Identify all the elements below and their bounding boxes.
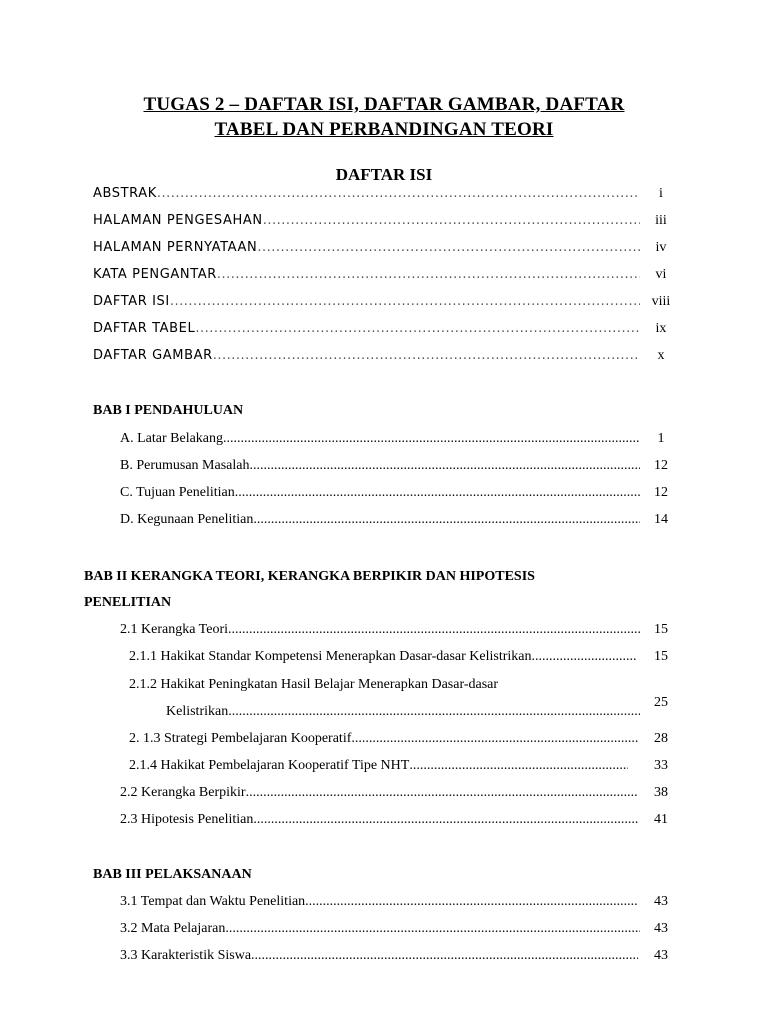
toc-page-number: 12 <box>654 458 668 473</box>
toc-page-number: i <box>659 186 663 201</box>
toc-page-number: 33 <box>654 758 668 773</box>
toc-page-number: 15 <box>654 622 668 637</box>
toc-entry <box>120 458 640 478</box>
toc-page-number: viii <box>651 294 671 309</box>
toc-page-number: 1 <box>657 431 665 446</box>
leader-dots <box>228 622 640 638</box>
toc-entry-daftar-isi <box>93 294 640 314</box>
toc-entry-label: D. Kegunaan Penelitian <box>120 512 254 527</box>
document-title-line-2: TABEL DAN PERBANDINGAN TEORI <box>214 119 554 140</box>
toc-page-number: 43 <box>654 894 668 909</box>
chapter-heading-bab-3: BAB III PELAKSANAAN <box>93 867 252 882</box>
toc-page-number: vi <box>655 267 667 282</box>
toc-page-number: iii <box>655 213 667 228</box>
toc-page-number: 14 <box>654 512 668 527</box>
toc-page-number: 15 <box>654 649 668 664</box>
leader-dots <box>531 649 637 665</box>
leader-dots <box>257 240 640 255</box>
toc-entry-halaman-pengesahan <box>93 213 640 233</box>
toc-entry <box>120 431 640 451</box>
toc-entry-label: 2.2 Kerangka Berpikir <box>120 785 246 800</box>
leader-dots <box>170 294 640 309</box>
chapter-heading-bab-2: BAB II KERANGKA TEORI, KERANGKA BERPIKIR DAN HIPOTESIS <box>84 569 535 584</box>
toc-entry-label: 2.1.4 Hakikat Pembelajaran Kooperatif Tipe NHT <box>129 758 410 773</box>
leader-dots <box>305 894 638 910</box>
toc-page-number: x <box>657 348 665 363</box>
leader-dots <box>263 213 640 228</box>
leader-dots <box>251 948 638 964</box>
toc-entry-abstrak <box>93 186 640 206</box>
toc-entry <box>120 512 640 532</box>
toc-entry-label: DAFTAR GAMBAR <box>93 348 213 363</box>
toc-entry <box>129 731 638 751</box>
leader-dots <box>253 812 638 828</box>
leader-dots <box>351 731 638 747</box>
toc-entry-label: DAFTAR TABEL <box>93 321 196 336</box>
toc-entry <box>120 894 638 914</box>
leader-dots <box>223 431 640 447</box>
leader-dots <box>409 758 628 774</box>
leader-dots <box>217 267 640 282</box>
toc-entry-label: 2.1.1 Hakikat Standar Kompetensi Menerapkan Dasar-dasar Kelistrikan <box>129 649 532 664</box>
toc-page-number: 41 <box>654 812 668 827</box>
toc-entry-label: 2.1 Kerangka Teori <box>120 622 229 637</box>
toc-page-number: 43 <box>654 948 668 963</box>
toc-page-number: iv <box>655 240 667 255</box>
toc-entry <box>120 948 638 968</box>
toc-entry <box>120 785 638 805</box>
toc-entry-daftar-tabel <box>93 321 640 341</box>
toc-entry <box>129 758 628 778</box>
leader-dots <box>157 186 640 201</box>
leader-dots <box>235 485 640 501</box>
leader-dots <box>253 512 640 528</box>
toc-entry-halaman-pernyataan <box>93 240 640 260</box>
toc-entry-label-line-1: 2.1.2 Hakikat Peningkatan Hasil Belajar Menerapkan Dasar-dasar <box>129 677 499 692</box>
leader-dots <box>213 348 640 363</box>
toc-page-number: ix <box>655 321 667 336</box>
leader-dots <box>195 321 640 336</box>
toc-page-number: 12 <box>654 485 668 500</box>
toc-entry-label: B. Perumusan Masalah <box>120 458 250 473</box>
leader-dots <box>246 785 638 801</box>
leader-dots <box>249 458 640 474</box>
chapter-heading-bab-1: BAB I PENDAHULUAN <box>93 403 244 418</box>
toc-entry-label: HALAMAN PENGESAHAN <box>93 213 263 228</box>
toc-entry-label: A. Latar Belakang <box>120 431 224 446</box>
toc-entry-label: DAFTAR ISI <box>93 294 170 309</box>
toc-entry <box>120 622 640 642</box>
toc-entry-label: KATA PENGANTAR <box>93 267 217 282</box>
toc-entry <box>120 812 638 832</box>
toc-entry-label: ABSTRAK <box>93 186 157 201</box>
toc-entry-label: 3.3 Karakteristik Siswa <box>120 948 252 963</box>
toc-entry-kata-pengantar <box>93 267 640 287</box>
toc-page-number: 38 <box>654 785 668 800</box>
toc-page-number: 28 <box>654 731 668 746</box>
toc-entry <box>166 704 640 724</box>
toc-entry-label: 3.1 Tempat dan Waktu Penelitian <box>120 894 306 909</box>
toc-page-number: 43 <box>654 921 668 936</box>
toc-entry-label: HALAMAN PERNYATAAN <box>93 240 258 255</box>
section-heading: DAFTAR ISI <box>335 165 433 184</box>
leader-dots <box>225 921 640 937</box>
toc-entry-daftar-gambar <box>93 348 640 368</box>
toc-entry-label: Kelistrikan <box>166 704 229 719</box>
toc-entry-label: C. Tujuan Penelitian <box>120 485 235 500</box>
toc-page-number: 25 <box>654 695 668 710</box>
document-title-line-1: TUGAS 2 – DAFTAR ISI, DAFTAR GAMBAR, DAFTAR <box>143 94 625 115</box>
chapter-heading-bab-2-cont: PENELITIAN <box>84 595 172 610</box>
toc-entry <box>120 921 640 941</box>
toc-entry <box>120 485 640 505</box>
toc-entry-label: 3.2 Mata Pelajaran <box>120 921 226 936</box>
toc-entry <box>129 649 637 669</box>
toc-entry-label: 2. 1.3 Strategi Pembelajaran Kooperatif <box>129 731 352 746</box>
toc-entry-label: 2.3 Hipotesis Penelitian <box>120 812 254 827</box>
leader-dots <box>228 704 640 720</box>
